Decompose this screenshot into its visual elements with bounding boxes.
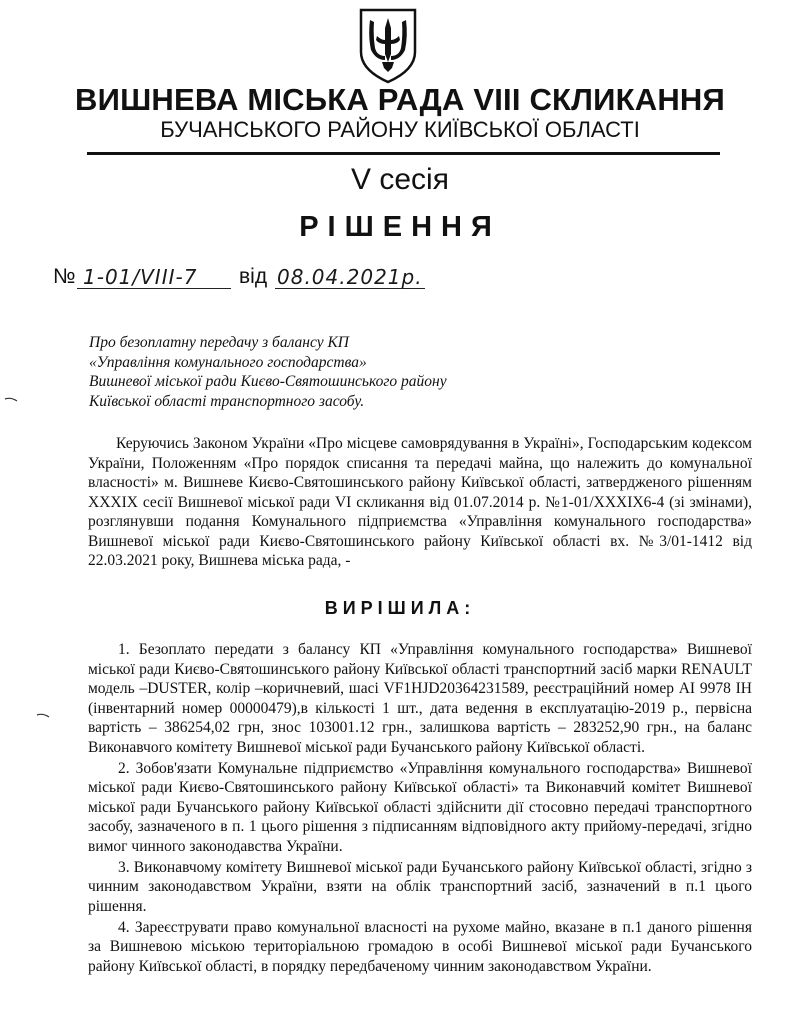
- decision-number: 1-01/VIII-7: [83, 265, 198, 289]
- scan-mark: [36, 713, 50, 719]
- header-divider: [87, 152, 720, 155]
- date-label: від: [239, 265, 268, 288]
- subject-line: «Управління комунального господарства»: [89, 353, 367, 371]
- resolution-item-2: 2. Зобов'язати Комунальне підприємство «Управління комунального господарства» Вишневої міської ради Києво-Святошинського району Київської області» та Виконавчий комітет Вишневої міської ради Бучанського району Київської області здійснити дії стосовно передачі транспортного засобу, зазначеного в п. 1 цього рішення з підписанням відповідного акту прийому-передачі, згідно вимог чинного законодавства України.: [88, 759, 752, 855]
- number-label: №: [53, 265, 76, 288]
- decision-date: 08.04.2021р.: [277, 265, 423, 289]
- preamble-text: Керуючись Законом України «Про місцеве самоврядування в Україні», Господарським кодексом України, Положенням «Про порядок списання та передачі майна, що належить до комунальної власності» м. Вишневе Києво-Святошинського району Київської області, затвердженого рішенням XXXIX сесії Вишневої міської ради VI скликання від 01.07.2014 р. №1-01/XXXIX6-4 (зі змінами), розглянувши подання Комунального підприємства «Управління комунального господарства» Вишневої міської ради Києво-Святошинського району Київської області вх. №3/01-1412 від 22.03.2021 року, Вишнева міська рада, -: [88, 435, 752, 569]
- trident-icon: [357, 6, 419, 84]
- resolved-heading: ВИРІШИЛА:: [324, 598, 476, 618]
- decision-number-line: [53, 262, 473, 292]
- district-subtitle: БУЧАНСЬКОГО РАЙОНУ КИЇВСЬКОЇ ОБЛАСТІ: [160, 117, 640, 142]
- session-label: V сесія: [351, 163, 449, 196]
- scan-mark: [4, 397, 18, 403]
- resolution-item-3: 3. Виконавчому комітету Вишневої міської ради Бучанського району Київської області, згідно з чинним законодавством України, взяти на облік транспортний засіб, зазначений в п.1 цього рішення.: [88, 858, 752, 915]
- council-title: ВИШНЕВА МІСЬКА РАДА VIII СКЛИКАННЯ: [75, 82, 725, 117]
- subject-line: Вишневої міської ради Києво-Святошинського району: [89, 373, 447, 390]
- decision-subject: [89, 333, 509, 411]
- resolution-items: [88, 640, 752, 978]
- resolution-item-1: 1. Безоплато передати з балансу КП «Управління комунального господарства» Вишневої міської ради Києво-Святошинського району Київської області транспортний засіб марки RENAULT модель –DUSTER, колір –коричневий, шасі VF1HJD20364231589, реєстраційний номер АІ 9978 ІН (інвентарний номер 00000479),в кількості 1 шт., дата ведення в експлуатацію-2019 р., первісна вартість – 386254,02 грн, знос 103001.12 грн., залишкова вартість – 283252,90 грн., на баланс Виконавчого комітету Вишневої міської ради Бучанського району Київської області.: [88, 641, 752, 756]
- resolution-item-4: 4. Зареєструвати право комунальної власності на рухоме майно, вказане в п.1 даного рішення за Вишневою міською територіальною громадою в особі Вишневої міської ради Бучанського району Київської області, в порядку передбаченому чинним законодавством України.: [88, 918, 752, 975]
- subject-line: Київської області транспортного засобу.: [89, 392, 365, 410]
- preamble: [88, 434, 752, 571]
- decision-title: РІШЕННЯ: [299, 211, 501, 243]
- subject-line: Про безоплатну передачу з балансу КП: [89, 334, 349, 351]
